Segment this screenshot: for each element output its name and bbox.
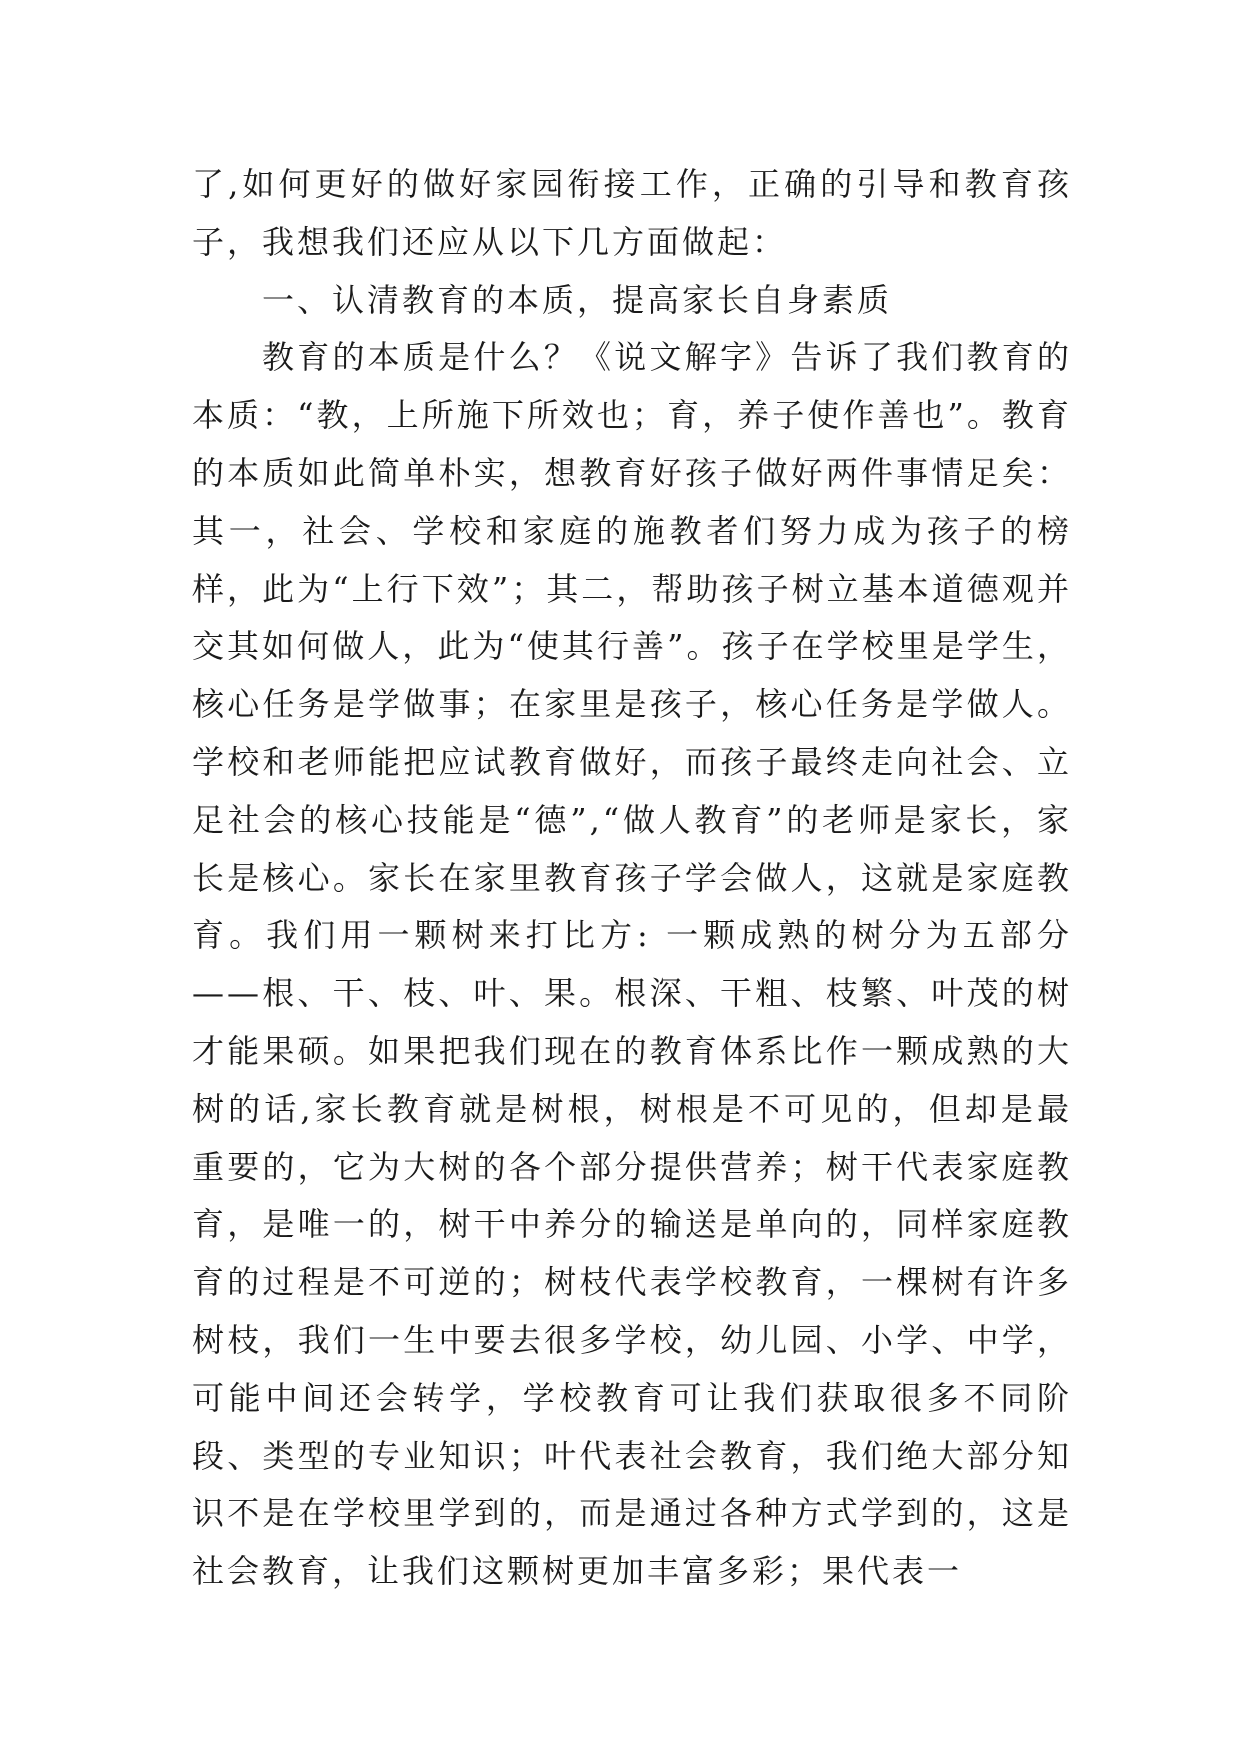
document-body <box>192 156 1072 1601</box>
paragraph-intro-continued: 了,如何更好的做好家园衔接工作，正确的引导和教育孩子，我想我们还应从以下几方面做起： <box>192 165 1072 261</box>
section-heading: 一、认清教育的本质，提高家长自身素质 <box>262 280 893 319</box>
paragraph-body: 教育的本质是什么？《说文解字》告诉了我们教育的本质：“教，上所施下所效也；育，养子使作善也”。教育的本质如此简单朴实，想教育好孩子做好两件事情足矣：其一，社会、学校和家庭的施教者们努力成为孩子的榜样，此为“上行下效”；其二，帮助孩子树立基本道德观并交其如何做人，此为“使其行善”。孩子在学校里是学生，核心任务是学做事；在家里是孩子，核心任务是学做人。学校和老师能把应试教育做好，而孩子最终走向社会、立足社会的核心技能是“德”,“做人教育”的老师是家长，家长是核心。家长在家里教育孩子学会做人，这就是家庭教育。我们用一颗树来打比方: 一颗成熟的树分为五部分——根、干、枝、叶、果。根深、干粗、枝繁、叶茂的树才能果硕。如果把我们现在的教育体系比作一颗成熟的大树的话,家长教育就是树根，树根是不可见的，但却是最重要的，它为大树的各个部分提供营养；树干代表家庭教育，是唯一的，树干中养分的输送是单向的，同样家庭教育的过程是不可逆的；树枝代表学校教育，一棵树有许多树枝，我们一生中要去很多学校，幼儿园、小学、中学，可能中间还会转学，学校教育可让我们获取很多不同阶段、类型的专业知识；叶代表社会教育，我们绝大部分知识不是在学校里学到的，而是通过各种方式学到的，这是社会教育，让我们这颗树更加丰富多彩；果代表一 <box>192 338 1072 1591</box>
